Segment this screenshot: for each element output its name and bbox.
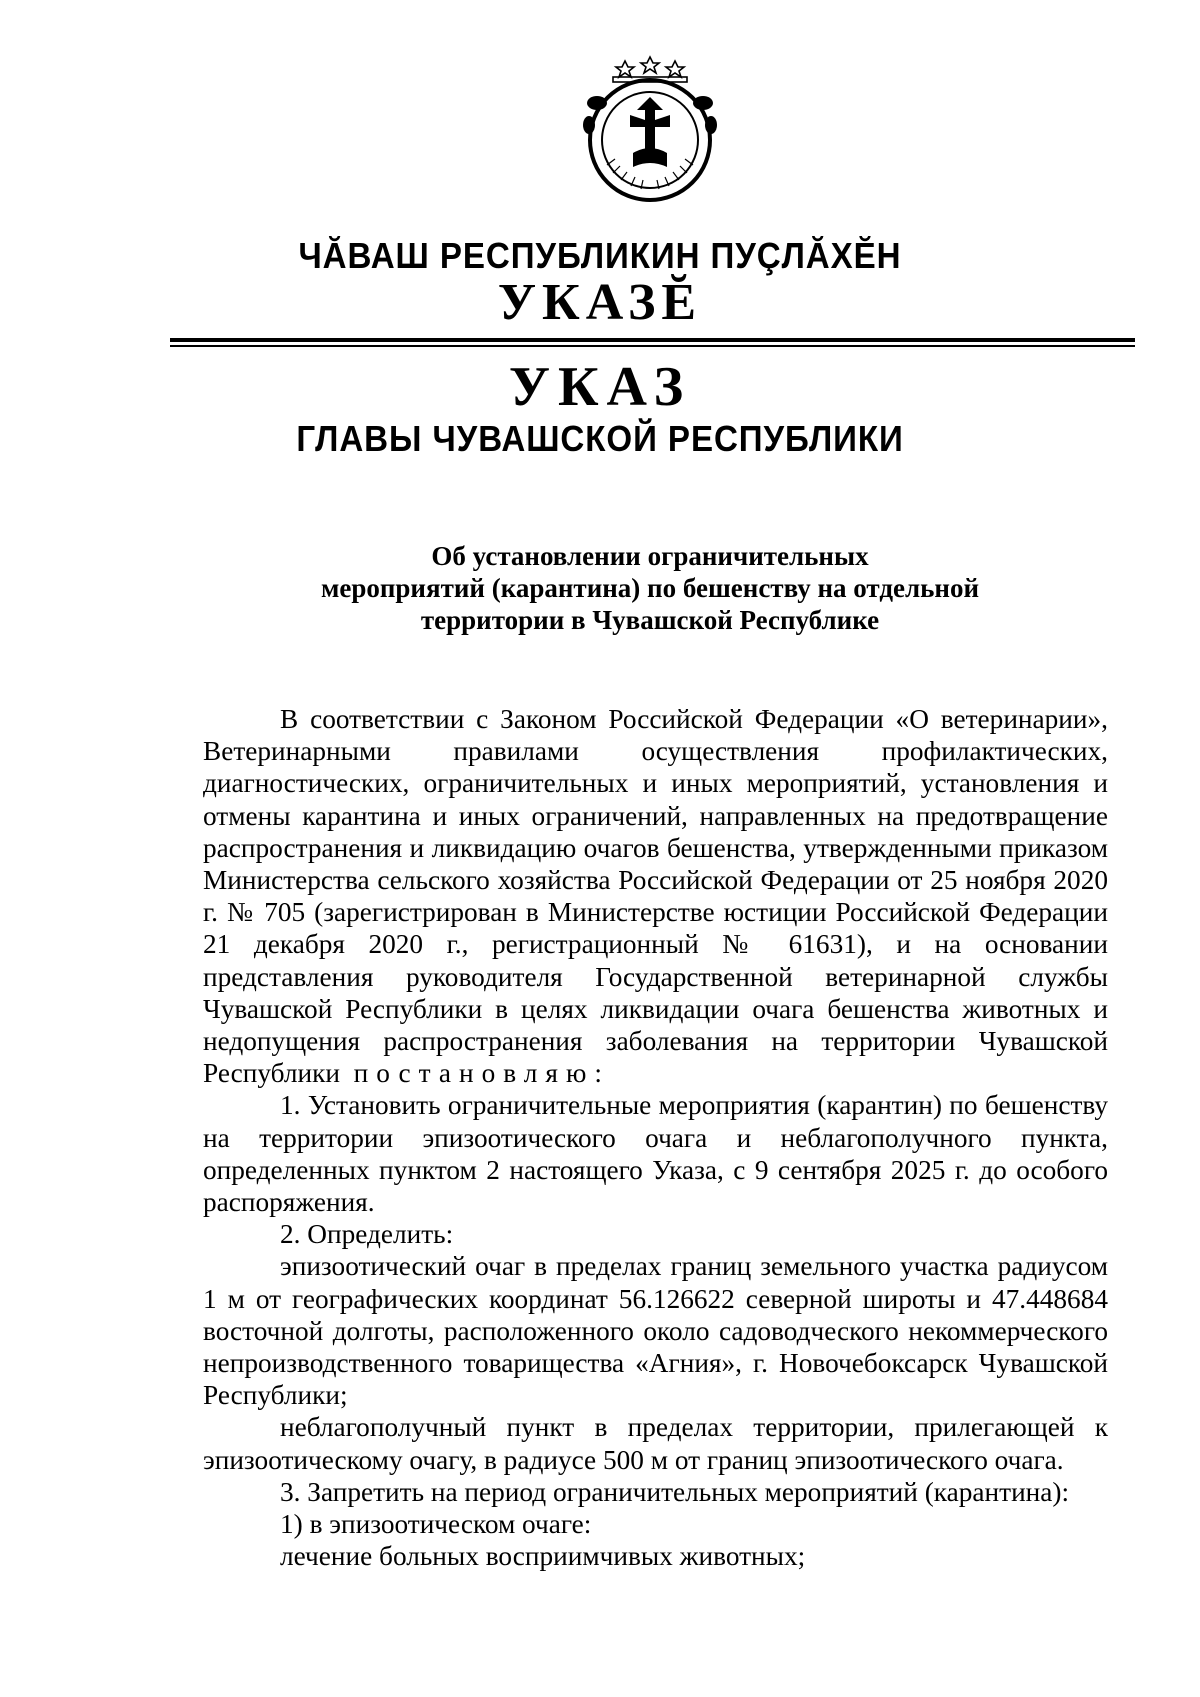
doc-type-russian: УКАЗ — [508, 356, 692, 418]
coat-of-arms-icon — [575, 55, 725, 210]
title-line: мероприятий (карантина) по бешенству на отдельной — [320, 573, 980, 603]
divider — [170, 338, 1135, 342]
title-line: территории в Чувашской Республике — [420, 605, 880, 635]
clause-3: 3. Запретить на период ограничительных мероприятий (карантина): — [280, 1476, 1070, 1507]
resolve-verb: постановляю: — [353, 1058, 610, 1089]
clause-1: 1. Установить ограничительные мероприятия (карантин) по бешенству на территории эпизоотического очага и неблагополучного пункта, определенных пунктом 2 настоящего Указа, с 9 сентября 2025 г. до особого распоряжения. — [203, 1090, 1108, 1218]
title-line: Об установлении ограничительных — [431, 541, 869, 571]
decree-title — [200, 540, 1100, 636]
issuer-russian: ГЛАВЫ ЧУВАШСКОЙ РЕСПУБЛИКИ — [296, 418, 904, 459]
divider-thin — [170, 345, 1135, 347]
issuer-chuvash: ЧĂВАШ РЕСПУБЛИКИН ПУÇЛĂХĔН — [298, 235, 902, 276]
clause-3-item: лечение больных восприимчивых животных; — [280, 1541, 806, 1572]
clause-2-focus: эпизоотический очаг в пределах границ земельного участка радиусом 1 м от географических координат 56.126622 северной широты и 47.448684 восточной долготы, расположенного около садоводческого некоммерческого непроизводственного товарищества «Агния», г. Новочебоксарск Чувашской Республики; — [203, 1251, 1108, 1411]
doc-type-chuvash: УКАЗĔ — [497, 274, 703, 331]
preamble-text: В соответствии с Законом Российской Федерации «О ветеринарии», Ветеринарными правилами осуществления профилактических, диагностических, ограничительных и иных мероприятий, установления и отмены карантина и иных ограничений, направленных на предотвращение распространения и ликвидацию очагов бешенства, утвержденными приказом Министерства сельского хозяйства Российской Федерации от 25 ноября 2020 г. № 705 (зарегистрирован в Министерстве юстиции Российской Федерации 21 декабря 2020 г., регистрационный № 61631), и на основании представления руководителя Государственной ветеринарной службы Чувашской Республики в целях ликвидации очага бешенства животных и недопущения распространения заболевания на территории Чувашской Республики — [203, 704, 1108, 1089]
clause-2-point: неблагополучный пункт в пределах территории, прилегающей к эпизоотическому очагу, в радиусе 500 м от границ эпизоотического очага. — [203, 1412, 1108, 1475]
clause-2: 2. Определить: — [280, 1219, 454, 1250]
clause-3-sub-1: 1) в эпизоотическом очаге: — [280, 1509, 592, 1540]
preamble-paragraph — [203, 703, 1108, 1089]
decree-body — [203, 703, 1108, 1572]
